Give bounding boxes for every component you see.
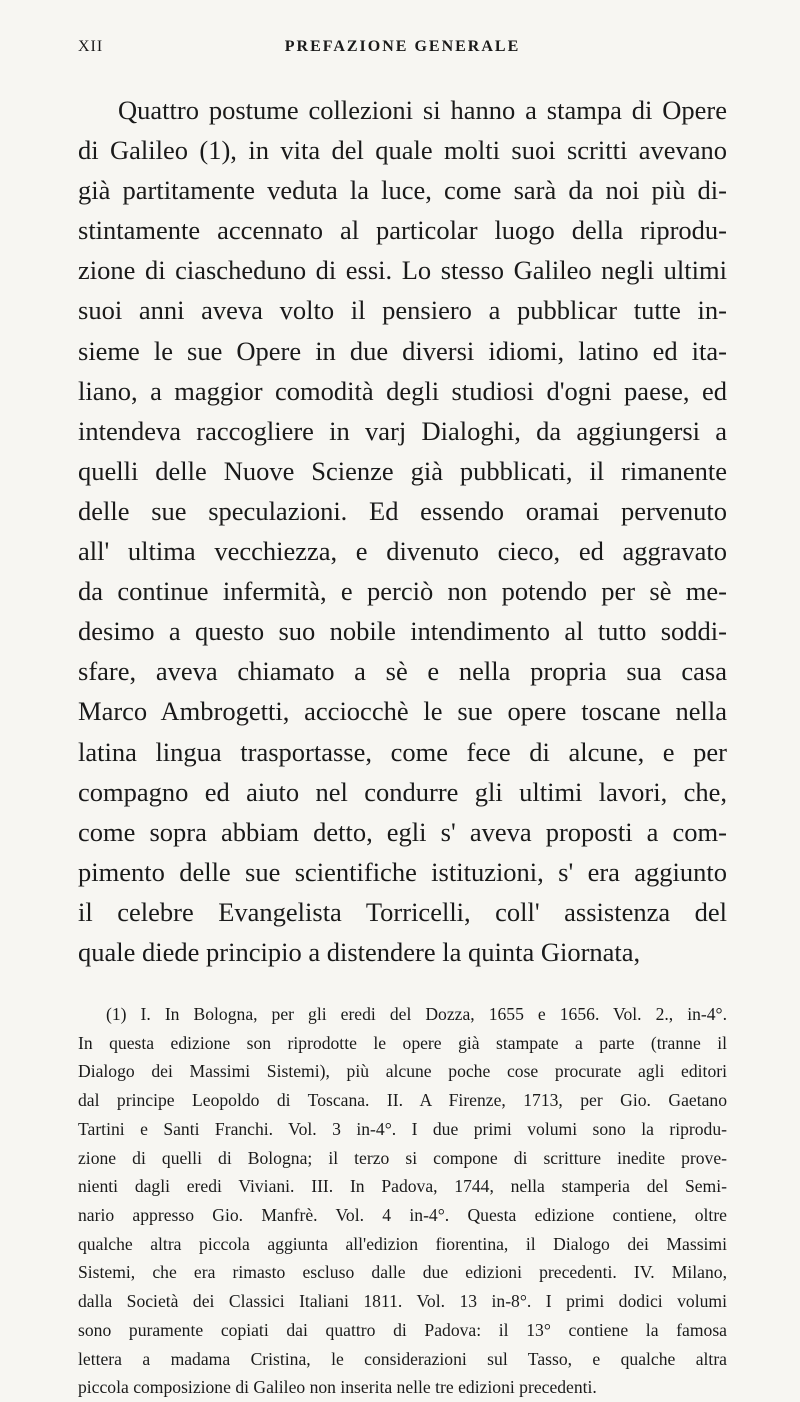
footnote-line: zione di quelli di Bologna; il terzo si compone di scritture inedite prove- (78, 1147, 727, 1168)
page-number: XII (78, 38, 104, 55)
body-line: quelli delle Nuove Scienze già pubblicati, il rimanente (78, 455, 727, 486)
body-line: Marco Ambrogetti, acciocchè le sue opere toscane nella (78, 696, 727, 727)
body-line: già partitamente veduta la luce, come sarà da noi più di- (78, 175, 727, 206)
body-line: latina lingua trasportasse, come fece di alcune, e per (78, 736, 727, 767)
body-line: Quattro postume collezioni si hanno a stampa di Opere (118, 95, 727, 125)
body-line: il celebre Evangelista Torricelli, coll' assistenza del (78, 896, 727, 927)
footnote-line: dal principe Leopoldo di Toscana. II. A Firenze, 1713, per Gio. Gaetano (78, 1090, 727, 1111)
footnote-line: nienti dagli eredi Viviani. III. In Padova, 1744, nella stamperia del Semi- (78, 1176, 727, 1197)
body-line: desimo a questo suo nobile intendimento al tutto soddi- (78, 616, 727, 647)
body-line: da continue infermità, e perciò non potendo per sè me- (78, 576, 727, 607)
body-line: liano, a maggior comodità degli studiosi d'ogni paese, ed (78, 375, 727, 406)
footnote (78, 1000, 727, 1402)
footnote-line: Sistemi, che era rimasto escluso dalle due edizioni precedenti. IV. Milano, (78, 1262, 727, 1283)
running-title: PREFAZIONE GENERALE (284, 38, 521, 55)
footnote-line: Dialogo dei Massimi Sistemi), più alcune poche cose procurate agli editori (78, 1061, 727, 1082)
footnote-line: sono puramente copiati dai quattro di Padova: il 13° contiene la famosa (78, 1319, 727, 1340)
body-line: all' ultima vecchiezza, e divenuto cieco, ed aggravato (78, 536, 727, 567)
body-line: compagno ed aiuto nel condurre gli ultimi lavori, che, (78, 776, 727, 807)
page-header (78, 0, 727, 60)
body-line: zione di ciascheduno di essi. Lo stesso Galileo negli ultimi (78, 255, 727, 286)
body-line: intendeva raccogliere in varj Dialoghi, da aggiungersi a (78, 415, 727, 446)
body-line: quale diede principio a distendere la quinta Giornata, (78, 936, 641, 967)
body-line: pimento delle sue scientifiche istituzioni, s' era aggiunto (78, 856, 727, 887)
body-line: sieme le sue Opere in due diversi idiomi, latino ed ita- (78, 335, 727, 366)
body-line: di Galileo (1), in vita del quale molti suoi scritti avevano (78, 135, 727, 166)
footnote-line: qualche altra piccola aggiunta all'edizion fiorentina, il Dialogo dei Massimi (78, 1233, 727, 1254)
footnote-line: nario appresso Gio. Manfrè. Vol. 4 in-4°. Questa edizione contiene, oltre (78, 1204, 727, 1225)
footnote-line: dalla Società dei Classici Italiani 1811. Vol. 13 in-8°. I primi dodici volumi (78, 1291, 727, 1312)
body-line: sfare, aveva chiamato a sè e nella propria sua casa (78, 656, 727, 687)
body-line: delle sue speculazioni. Ed essendo oramai pervenuto (78, 495, 727, 526)
footnote-line: In questa edizione son riprodotte le opere già stampate a parte (tranne il (78, 1032, 727, 1053)
body-line: come sopra abbiam detto, egli s' aveva proposti a com- (78, 816, 727, 847)
body-line: stintamente accennato al particolar luogo della riprodu- (78, 215, 727, 246)
footnote-line: piccola composizione di Galileo non inserita nelle tre edizioni precedenti. (78, 1377, 597, 1398)
footnote-line: lettera a madama Cristina, le considerazioni sul Tasso, e qualche altra (78, 1348, 727, 1369)
footnote-line: Tartini e Santi Franchi. Vol. 3 in-4°. I due primi volumi sono la riprodu- (78, 1118, 727, 1139)
body-line: suoi anni aveva volto il pensiero a pubblicar tutte in- (78, 295, 727, 326)
main-paragraph (78, 90, 727, 972)
footnote-line: (1) I. In Bologna, per gli eredi del Dozza, 1655 e 1656. Vol. 2., in-4°. (106, 1004, 727, 1025)
